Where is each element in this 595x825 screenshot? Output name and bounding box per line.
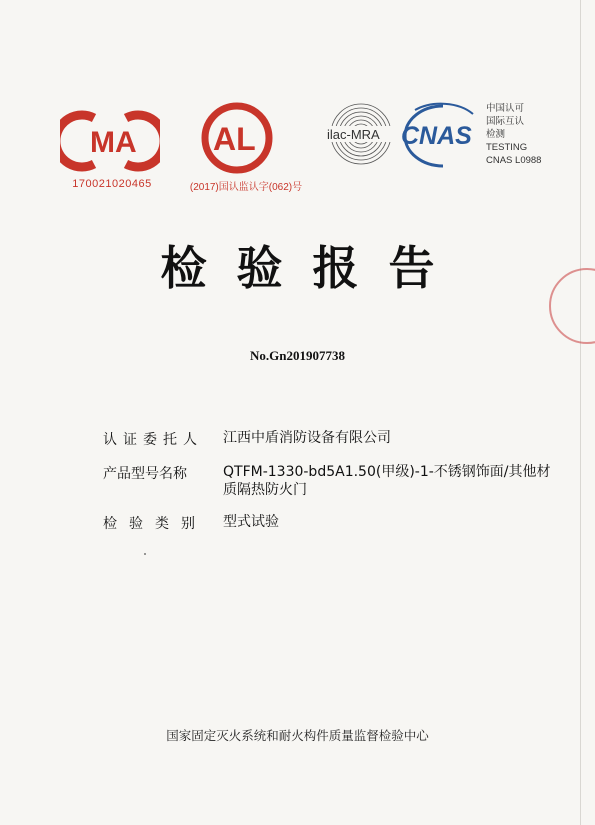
scan-speck <box>144 553 146 555</box>
cnas-line: 国际互认 <box>486 116 525 127</box>
cal-code: (2017)国认监认字(062)号 <box>189 182 303 193</box>
cma-logo-text: MA <box>90 126 137 159</box>
field-label: 检验类别 <box>103 516 207 532</box>
report-fields <box>103 429 563 547</box>
cal-logo <box>192 100 282 180</box>
cnas-logo-text: CNAS <box>401 122 472 150</box>
certification-logos <box>0 96 595 206</box>
report-title: 检验报告 <box>160 241 465 295</box>
cal-logo-text: AL <box>213 121 256 157</box>
cnas-line: TESTING <box>486 142 528 153</box>
cnas-line: 检测 <box>486 129 506 140</box>
cnas-line: CNAS L0988 <box>486 155 542 166</box>
ilac-cnas-logo <box>323 100 485 180</box>
field-client <box>103 429 563 449</box>
field-label: 认证委托人 <box>103 432 203 448</box>
issuing-organization: 国家固定灭火系统和耐火构件质量监督检验中心 <box>166 728 429 743</box>
field-value: QTFM-1330-bd5A1.50(甲级)-1-不锈钢饰面/其他材质隔热防火门 <box>223 464 551 498</box>
field-product <box>103 463 563 499</box>
cnas-line: 中国认可 <box>486 103 525 114</box>
cnas-accreditation-text <box>486 102 566 167</box>
field-test-type <box>103 513 563 533</box>
ilac-logo-text: ilac-MRA <box>327 127 380 142</box>
cma-code: 170021020465 <box>72 178 152 190</box>
field-value: 江西中盾消防设备有限公司 <box>223 430 391 446</box>
cma-logo <box>60 108 160 174</box>
field-label: 产品型号名称 <box>103 466 187 482</box>
report-number: No.Gn201907738 <box>250 348 345 363</box>
field-value: 型式试验 <box>223 514 279 530</box>
